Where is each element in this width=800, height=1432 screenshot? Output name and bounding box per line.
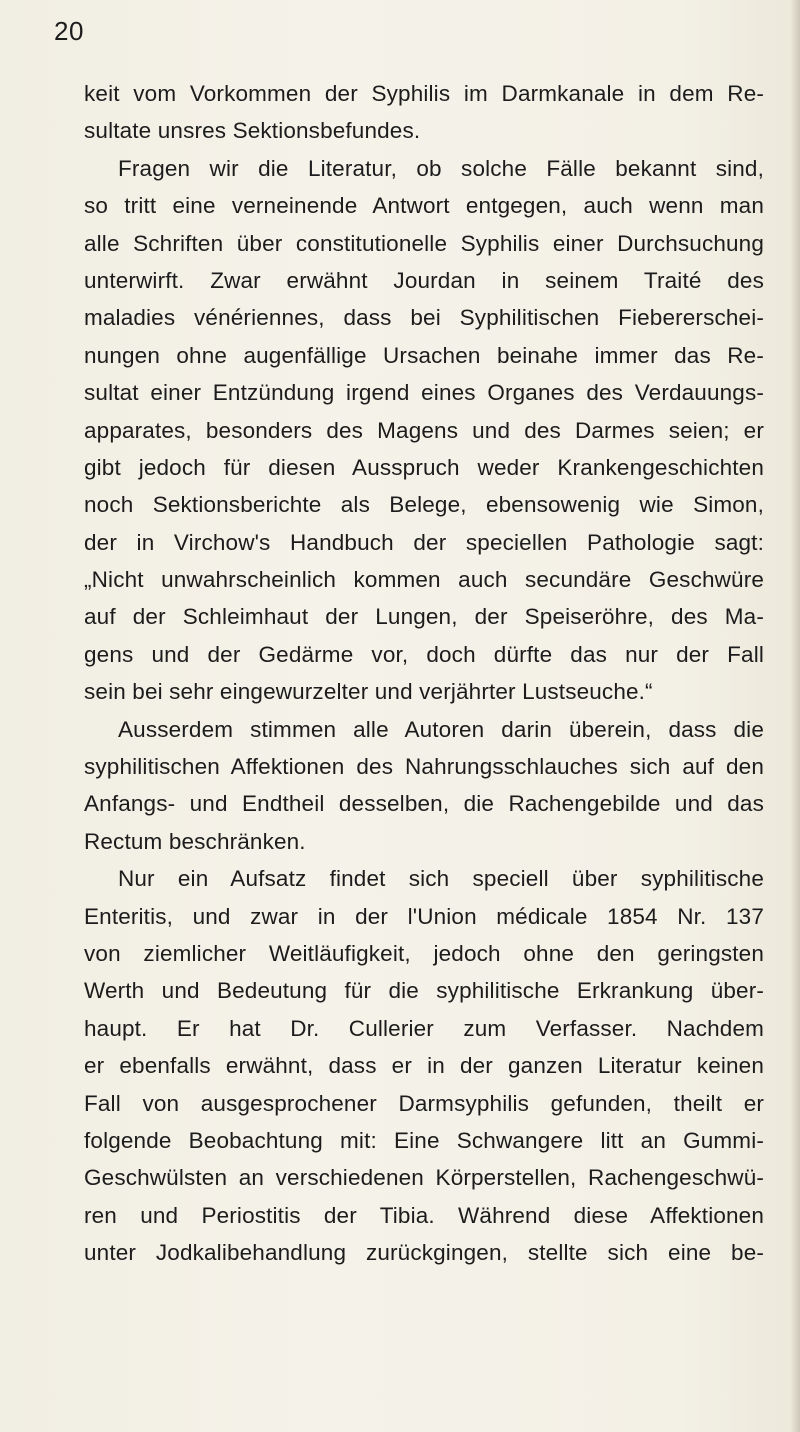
text-line: ren und Periostitis der Tibia. Während diese Affektionen	[84, 1202, 764, 1228]
text-line: unter Jodkalibehandlung zurückgingen, stellte sich eine be-	[84, 1240, 764, 1266]
text-line: nungen ohne augenfällige Ursachen beinahe immer das Re-	[84, 342, 764, 368]
text-line: Geschwülsten an verschiedenen Körperstellen, Rachengeschwü-	[84, 1165, 764, 1191]
text-line: der in Virchow's Handbuch der speciellen Pathologie sagt:	[84, 529, 764, 555]
text-line: Fall von ausgesprochener Darmsyphilis gefunden, theilt er	[84, 1090, 764, 1116]
text-line: sultate unsres Sektionsbefundes.	[84, 118, 421, 144]
text-line: unterwirft. Zwar erwähnt Jourdan in seinem Traité des	[84, 267, 764, 293]
text-line: maladies vénériennes, dass bei Syphilitischen Fiebererschei-	[84, 305, 764, 331]
text-line: „Nicht unwahrscheinlich kommen auch secundäre Geschwüre	[84, 567, 764, 593]
text-line: auf der Schleimhaut der Lungen, der Speiseröhre, des Ma-	[84, 604, 764, 630]
text-line: so tritt eine verneinende Antwort entgegen, auch wenn man	[84, 193, 764, 219]
text-line: alle Schriften über constitutionelle Syphilis einer Durchsuchung	[84, 230, 764, 256]
text-line: gens und der Gedärme vor, doch dürfte das nur der Fall	[84, 641, 764, 667]
text-line: folgende Beobachtung mit: Eine Schwangere litt an Gummi-	[84, 1127, 764, 1153]
page-edge-shadow	[790, 0, 800, 1432]
text-line: von ziemlicher Weitläufigkeit, jedoch ohne den geringsten	[84, 940, 764, 966]
text-line: Werth und Bedeutung für die syphilitische Erkrankung über-	[84, 978, 764, 1004]
text-line: Fragen wir die Literatur, ob solche Fälle bekannt sind,	[118, 155, 764, 181]
page-number: 20	[54, 16, 84, 46]
text-line: Rectum beschränken.	[84, 828, 306, 854]
text-line: apparates, besonders des Magens und des Darmes seien; er	[84, 417, 764, 443]
text-line: haupt. Er hat Dr. Cullerier zum Verfasser. Nachdem	[84, 1015, 764, 1041]
text-line: gibt jedoch für diesen Ausspruch weder Krankengeschichten	[84, 454, 764, 480]
text-line: keit vom Vorkommen der Syphilis im Darmkanale in dem Re-	[84, 81, 764, 106]
text-line: Nur ein Aufsatz findet sich speciell über syphilitische	[118, 866, 764, 892]
text-line: Enteritis, und zwar in der l'Union médicale 1854 Nr. 137	[84, 903, 764, 929]
text-line: noch Sektionsberichte als Belege, ebensowenig wie Simon,	[84, 492, 764, 518]
text-line: sultat einer Entzündung irgend eines Organes des Verdauungs-	[84, 380, 764, 406]
body-text	[84, 75, 764, 1272]
text-line: Ausserdem stimmen alle Autoren darin überein, dass die	[118, 716, 764, 742]
text-line: syphilitischen Affektionen des Nahrungsschlauches sich auf den	[84, 754, 764, 780]
text-line: sein bei sehr eingewurzelter und verjährter Lustseuche.“	[84, 679, 653, 705]
text-line: er ebenfalls erwähnt, dass er in der ganzen Literatur keinen	[84, 1053, 764, 1079]
text-line: Anfangs- und Endtheil desselben, die Rachengebilde und das	[84, 791, 764, 817]
